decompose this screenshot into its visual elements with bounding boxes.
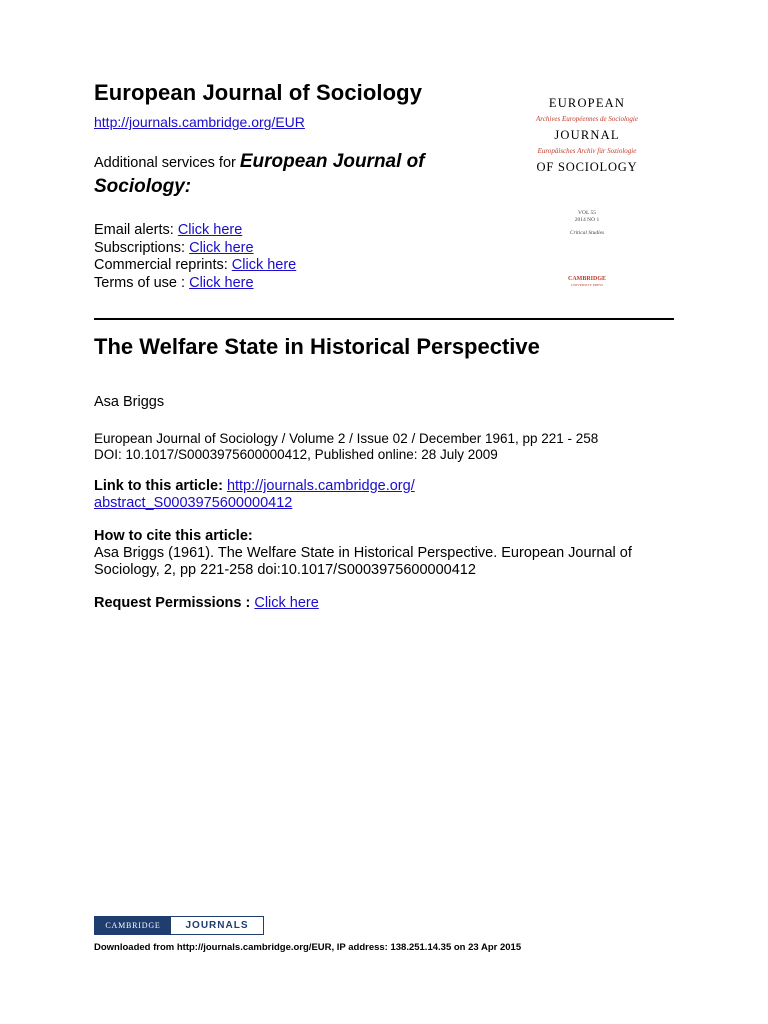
article-link-url-line2: abstract_S0003975600000412 bbox=[94, 495, 293, 511]
cover-red-subtitle-2: Europäisches Archiv für Soziologie bbox=[537, 147, 637, 155]
how-to-cite-label: How to cite this article: bbox=[94, 528, 253, 544]
download-footer: Downloaded from http://journals.cambridge.org/EUR, IP address: 138.251.14.35 on 23 Apr 2015 bbox=[94, 942, 522, 953]
additional-services bbox=[94, 150, 504, 200]
journal-cover-image bbox=[512, 90, 662, 300]
commercial-reprints-row bbox=[94, 257, 296, 275]
services-prefix: Additional services for bbox=[94, 155, 240, 171]
email-alerts-label: Email alerts: bbox=[94, 222, 178, 238]
services-links-list bbox=[94, 222, 296, 292]
how-to-cite-text: Asa Briggs (1961). The Welfare State in Historical Perspective. European Journal of Sociology, 2, pp 221-258 doi:10.1017/S0003975600000412 bbox=[94, 545, 632, 578]
request-permissions-block bbox=[94, 595, 319, 611]
cover-volume-line1: VOL 55 bbox=[578, 210, 596, 216]
article-title: The Welfare State in Historical Perspective bbox=[94, 334, 540, 359]
email-alerts-row bbox=[94, 222, 296, 240]
cover-red-subtitle-1: Archives Européennes de Sociologie bbox=[536, 115, 638, 123]
cover-line-journal: JOURNAL bbox=[554, 128, 620, 142]
services-journal-name: European Journal of Sociology: bbox=[94, 151, 425, 197]
cover-volume bbox=[512, 210, 662, 224]
citation-line-issue: European Journal of Sociology / Volume 2 / Issue 02 / December 1961, pp 221 - 258 bbox=[94, 431, 599, 446]
subscriptions-label: Subscriptions: bbox=[94, 239, 190, 256]
request-permissions-label: Request Permissions : bbox=[94, 595, 255, 611]
subscriptions-link[interactable]: Click here bbox=[189, 239, 254, 256]
terms-of-use-link[interactable]: Click here bbox=[189, 274, 254, 291]
terms-of-use-row bbox=[94, 275, 296, 293]
citation-line-doi: DOI: 10.1017/S0003975600000412, Published online: 28 July 2009 bbox=[94, 446, 498, 462]
journal-title: European Journal of Sociology bbox=[94, 80, 423, 105]
cover-issue-subtitle: Critical Studies bbox=[569, 230, 605, 236]
commercial-reprints-link[interactable]: Click here bbox=[231, 257, 297, 273]
request-permissions-link[interactable]: Click here bbox=[254, 595, 319, 611]
cover-press-line2: UNIVERSITY PRESS bbox=[570, 283, 604, 287]
logo-cambridge: CAMBRIDGE bbox=[95, 917, 171, 934]
citation-details bbox=[94, 431, 598, 462]
terms-of-use-label: Terms of use : bbox=[94, 274, 190, 291]
cover-volume-line2: 2014 NO 1 bbox=[574, 217, 600, 223]
article-link-label: Link to this article: bbox=[94, 478, 227, 494]
cover-press-logo bbox=[512, 276, 662, 288]
cover-line-sociology: OF SOCIOLOGY bbox=[536, 160, 638, 174]
article-author: Asa Briggs bbox=[94, 394, 165, 410]
cambridge-journals-logo bbox=[94, 916, 264, 935]
journal-url-link[interactable]: http://journals.cambridge.org/EUR bbox=[94, 114, 305, 130]
logo-journals: JOURNALS bbox=[171, 917, 263, 934]
article-link-block bbox=[94, 478, 415, 512]
email-alerts-link[interactable]: Click here bbox=[177, 222, 243, 238]
commercial-reprints-label: Commercial reprints: bbox=[94, 257, 232, 273]
article-link-url-line1: http://journals.cambridge.org/ bbox=[226, 478, 415, 494]
how-to-cite-block bbox=[94, 528, 674, 579]
cover-line-european: EUROPEAN bbox=[548, 96, 626, 110]
cover-press-line1: CAMBRIDGE bbox=[567, 276, 606, 282]
divider-rule bbox=[94, 318, 674, 320]
subscriptions-row bbox=[94, 240, 296, 258]
